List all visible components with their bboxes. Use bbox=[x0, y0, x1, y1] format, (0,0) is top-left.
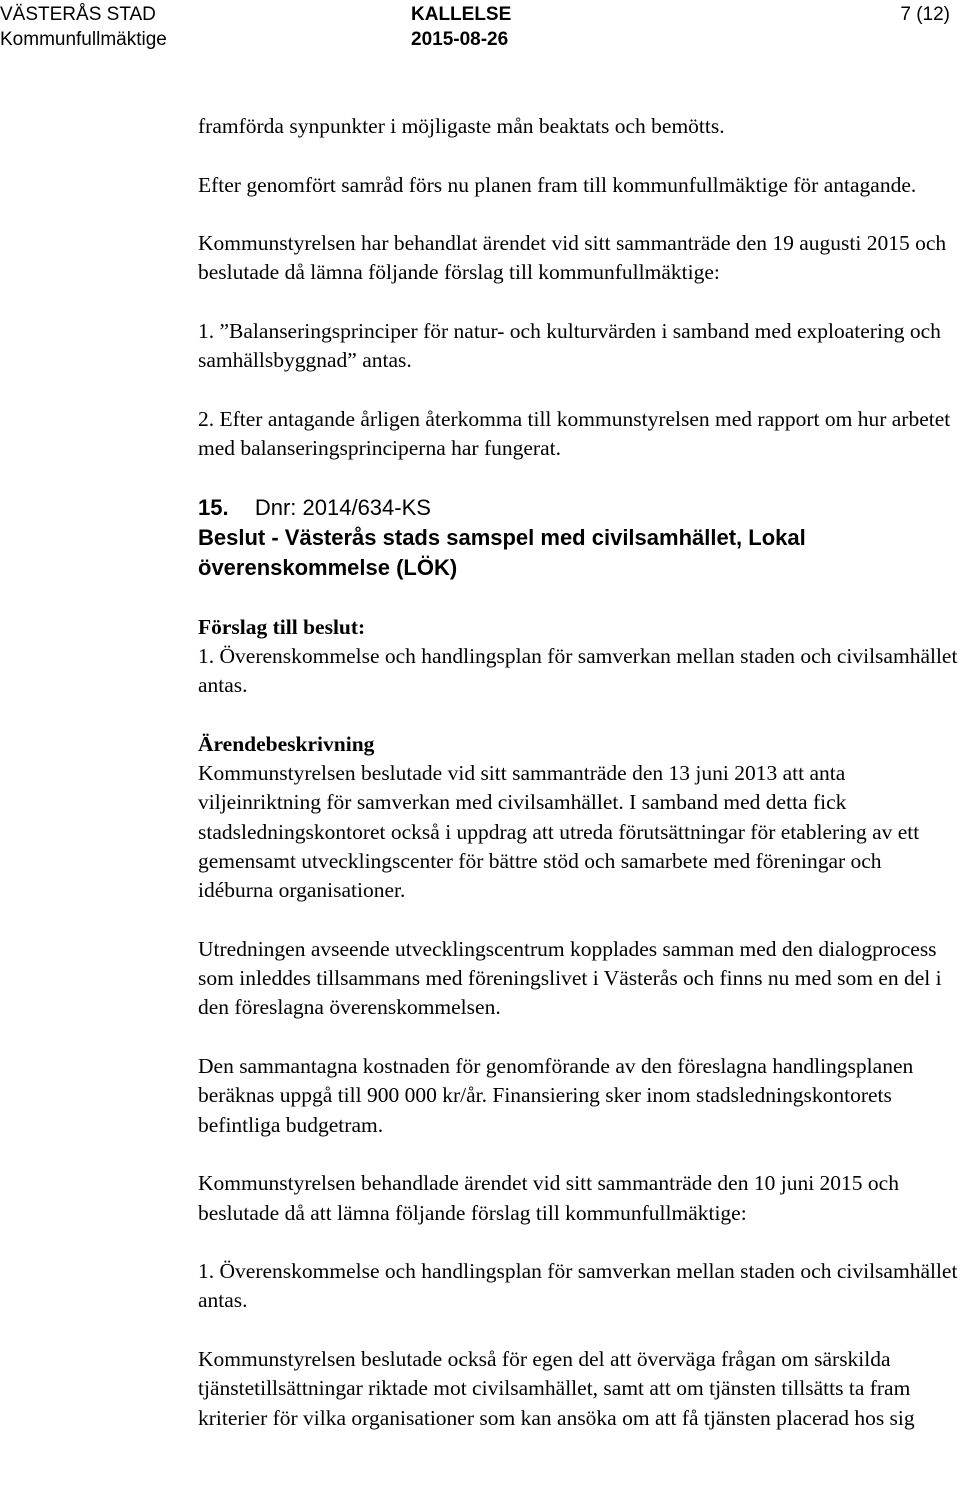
paragraph: Den sammantagna kostnaden för genomförande av den föreslagna handlingsplanen beräknas uppgå till 900 000 kr/år. Finansiering sker inom stadsledningskontorets befintliga budgetram. bbox=[198, 1054, 914, 1137]
paragraph: framförda synpunkter i möjligaste mån beaktats och bemötts. bbox=[198, 114, 725, 138]
proposal-heading: Förslag till beslut: bbox=[198, 614, 366, 639]
proposal-text: 1. Överenskommelse och handlingsplan för samverkan mellan staden och civilsamhället antas. bbox=[198, 643, 958, 698]
header-date: 2015-08-26 bbox=[411, 29, 509, 50]
document-body bbox=[198, 112, 960, 1433]
agenda-item-dnr: Dnr: 2014/634-KS bbox=[254, 494, 431, 520]
paragraph: Kommunstyrelsen beslutade vid sitt sammanträde den 13 juni 2013 att anta viljeinriktning för samverkan med civilsamhället. I samband med detta fick stadsledningskontoret också i uppdrag att utreda förutsättningar för etablering av ett gemensamt utvecklingscenter för bättre stöd och samarbete med föreningar och idéburna organisationer. bbox=[198, 761, 920, 903]
paragraph: Efter genomfört samråd förs nu planen fram till kommunfullmäktige för antagande. bbox=[198, 172, 917, 197]
agenda-item-number: 15. bbox=[198, 494, 229, 520]
paragraph: Kommunstyrelsen behandlade ärendet vid sitt sammanträde den 10 juni 2015 och beslutade då att lämna följande förslag till kommunfullmäktige: bbox=[198, 1171, 899, 1225]
description-heading: Ärendebeskrivning bbox=[198, 731, 375, 756]
header-body: Kommunfullmäktige bbox=[0, 29, 167, 50]
paragraph: 1. ”Balanseringsprinciper för natur- och kulturvärden i samband med exploatering och samhällsbyggnad” antas. bbox=[198, 319, 941, 373]
agenda-item-title: Beslut - Västerås stads samspel med civilsamhället, Lokal överenskommelse (LÖK) bbox=[198, 524, 806, 580]
agenda-item-heading bbox=[198, 493, 960, 583]
paragraph: 1. Överenskommelse och handlingsplan för samverkan mellan staden och civilsamhället antas. bbox=[198, 1259, 958, 1313]
paragraph: 2. Efter antagande årligen återkomma till kommunstyrelsen med rapport om hur arbetet med balanseringsprinciperna har fungerat. bbox=[198, 406, 951, 461]
paragraph: Kommunstyrelsen har behandlat ärendet vid sitt sammanträde den 19 augusti 2015 och beslutade då lämna följande förslag till kommunfullmäktige: bbox=[198, 231, 947, 285]
header-org: VÄSTERÅS STAD bbox=[0, 4, 156, 25]
header-doc-type: KALLELSE bbox=[411, 4, 512, 25]
paragraph: Kommunstyrelsen beslutade också för egen del att överväga frågan om särskilda tjänstetillsättningar riktade mot civilsamhället, samt att om tjänsten tillsätts ta fram kriterier för vilka organisationer som kan ansöka om att få tjänsten placerad hos sig bbox=[198, 1346, 915, 1430]
header-page-number: 7 (12) bbox=[900, 4, 950, 25]
paragraph: Utredningen avseende utvecklingscentrum kopplades samman med den dialogprocess som inleddes tillsammans med föreningslivet i Västerås och finns nu med som en del i den föreslagna överenskommelsen. bbox=[198, 936, 942, 1020]
